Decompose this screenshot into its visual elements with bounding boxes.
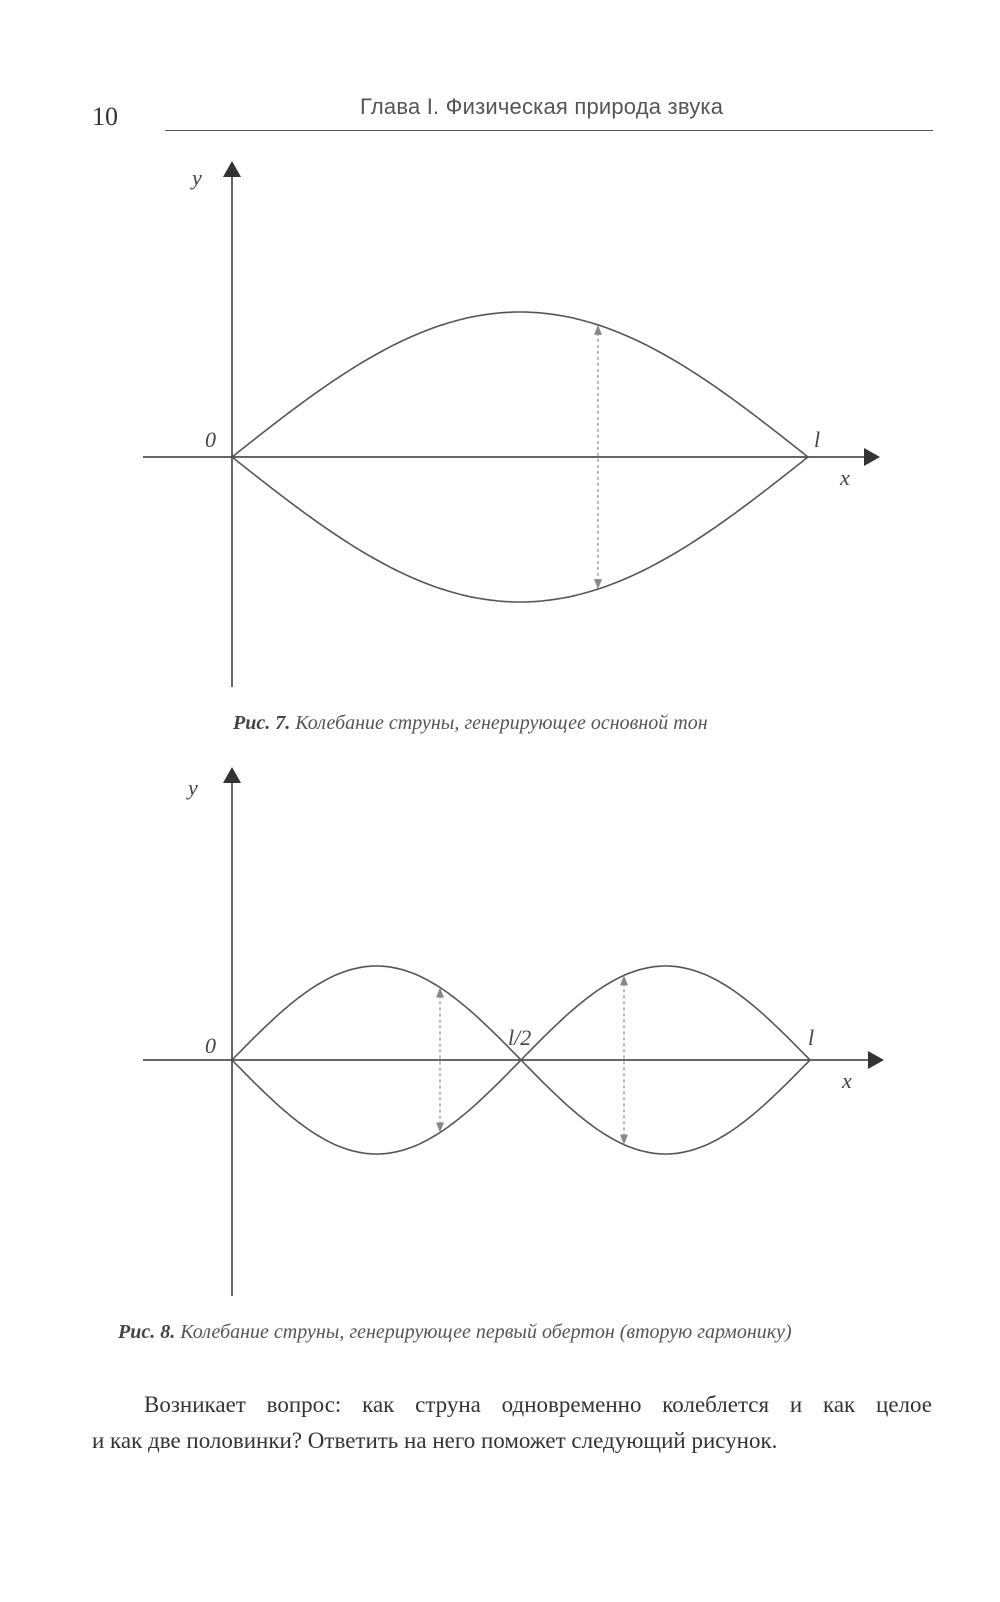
midpoint-label: l/2 — [508, 1025, 532, 1050]
page-number: 10 — [92, 102, 118, 131]
x-axis-arrow-icon — [868, 1051, 884, 1069]
figure-7-caption-label: Рис. 7. — [233, 712, 291, 734]
origin-label: 0 — [205, 427, 216, 452]
y-axis-arrow-icon — [223, 767, 241, 783]
y-axis-label: y — [188, 775, 198, 800]
y-axis-arrow-icon — [223, 161, 241, 177]
header-rule — [165, 130, 933, 131]
end-label: l — [814, 427, 821, 452]
origin-label: 0 — [205, 1033, 216, 1058]
body-paragraph-line-1: Возникает вопрос: как струна одновременно колеблется и как целое — [144, 1392, 932, 1417]
body-paragraph — [92, 1387, 932, 1459]
x-axis-label: x — [842, 1068, 852, 1093]
body-paragraph-line-2: и как две половинки? Ответить на него поможет следующий рисунок. — [92, 1428, 778, 1453]
figure-7-caption — [233, 712, 708, 735]
x-axis-label: x — [840, 465, 850, 490]
figure-8-caption-text: Колебание струны, генерирующее первый обертон (вторую гармонику) — [180, 1321, 792, 1343]
figure-8-caption-label: Рис. 8. — [118, 1321, 176, 1343]
figure-8 — [0, 763, 1000, 1303]
figure-8-caption — [118, 1321, 792, 1344]
string-lower-curve — [232, 457, 808, 602]
figure-7 — [0, 155, 1000, 695]
running-header: Глава I. Физическая природа звука — [360, 94, 724, 119]
x-axis-arrow-icon — [864, 448, 880, 466]
y-axis-label: y — [192, 165, 202, 190]
figure-7-caption-text: Колебание струны, генерирующее основной тон — [295, 712, 708, 734]
string-upper-curve — [232, 312, 808, 457]
end-label: l — [808, 1025, 815, 1050]
